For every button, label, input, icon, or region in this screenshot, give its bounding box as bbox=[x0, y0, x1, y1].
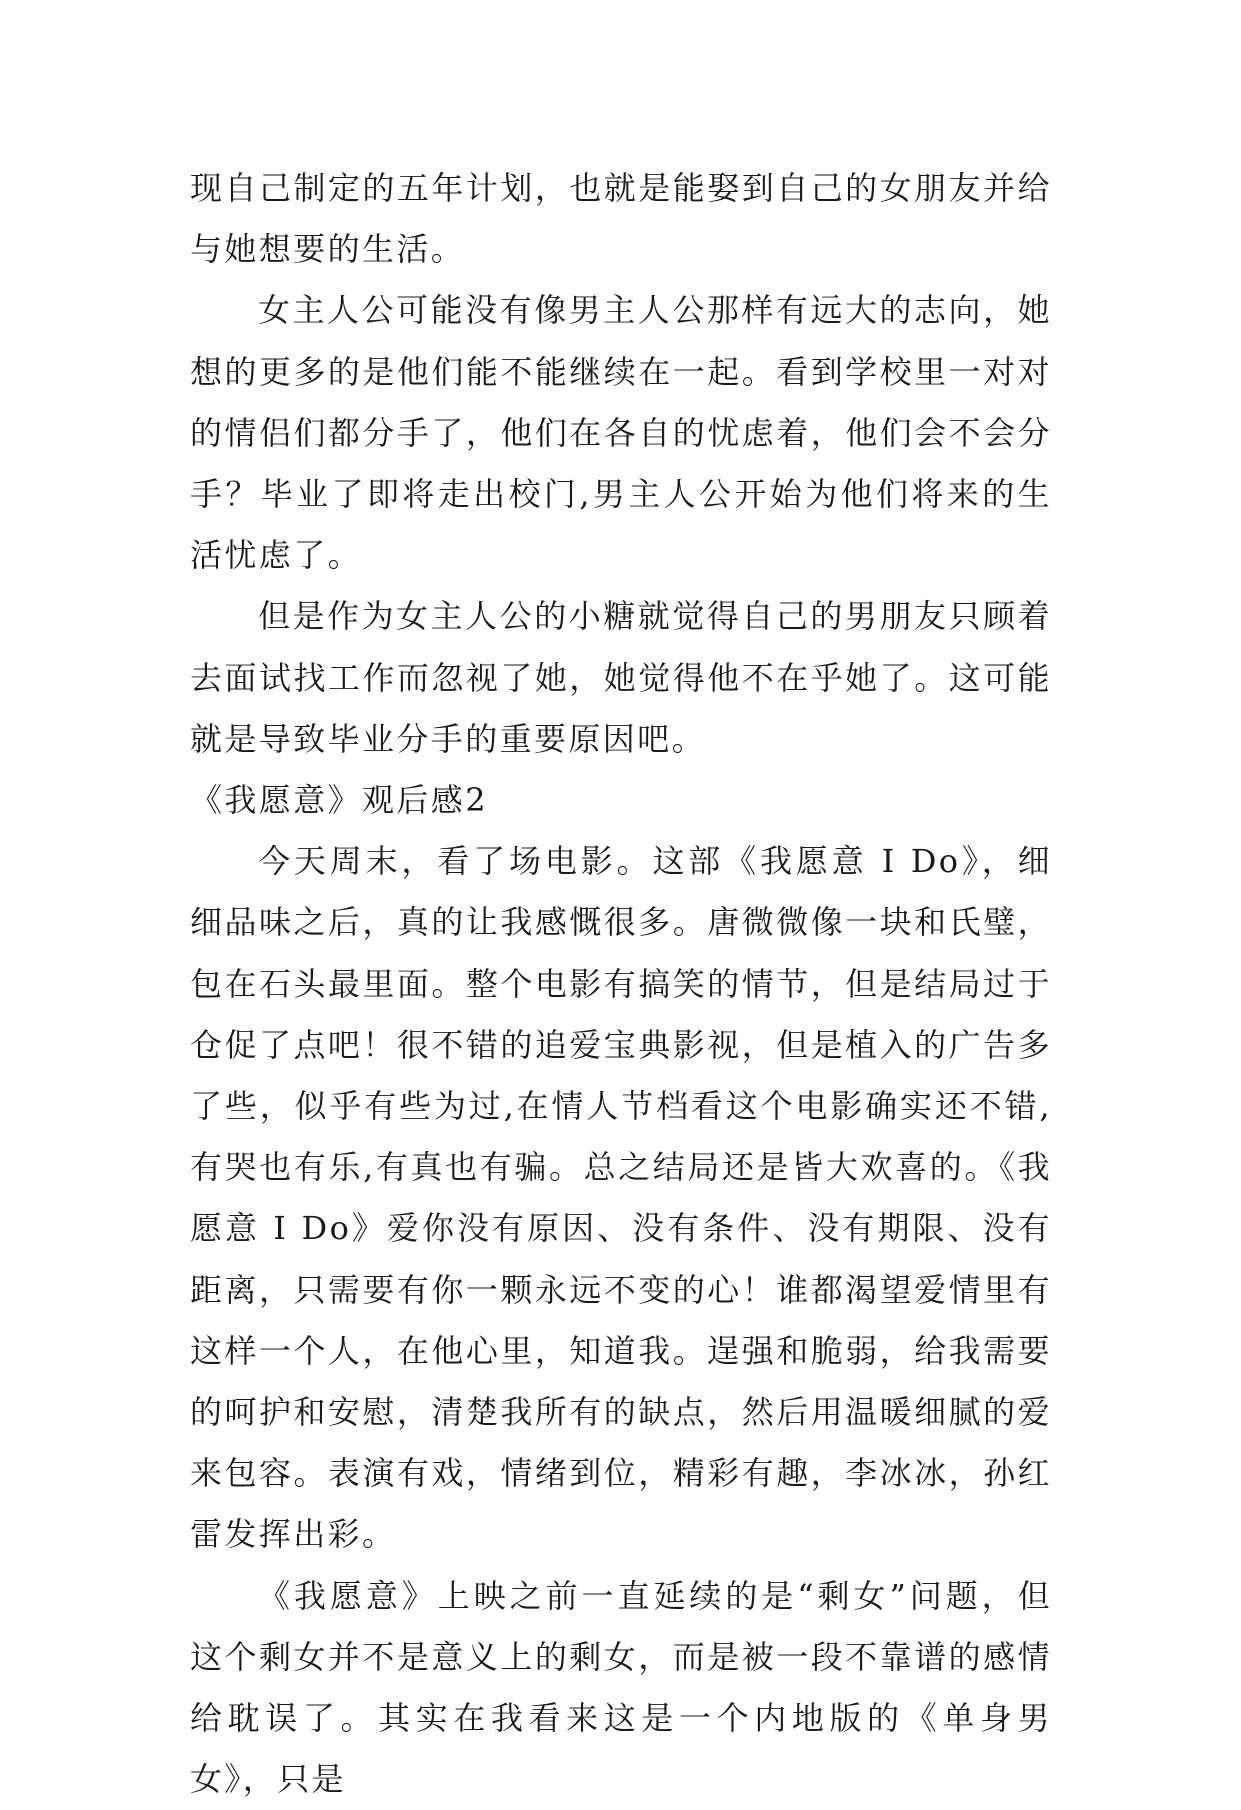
section-heading: 《我愿意》观后感2 bbox=[190, 781, 488, 820]
paragraph-breakup-reason: 但是作为女主人公的小糖就觉得自己的男朋友只顾着去面试找工作而忽视了她，她觉得他不在乎她了。这可能就是导致毕业分手的重要原因吧。 bbox=[190, 597, 1052, 758]
document-body bbox=[190, 158, 1052, 1810]
paragraph-leftover-women: 《我愿意》上映之前一直延续的是“剩女”问题，但这个剩女并不是意义上的剩女，而是被一段不靠谱的感情给耽误了。其实在我看来这是一个内地版的《单身男女》，只是 bbox=[190, 1576, 1052, 1799]
paragraph-heroine-worries: 女主人公可能没有像男主人公那样有远大的志向，她想的更多的是他们能不能继续在一起。看到学校里一对对的情侣们都分手了，他们在各自的忧虑着，他们会不会分手？毕业了即将走出校门,男主人公开始为他们将来的生活忧虑了。 bbox=[190, 291, 1052, 575]
paragraph-review-weekend: 今天周末，看了场电影。这部《我愿意 I Do》，细细品味之后，真的让我感慨很多。唐微微像一块和氏璧，包在石头最里面。整个电影有搞笑的情节，但是结局过于仓促了点吧！很不错的追爱宝典影视，但是植入的广告多了些，似乎有些为过,在情人节档看这个电影确实还不错,有哭也有乐,有真也有骗。总之结局还是皆大欢喜的。《我愿意 I Do》爱你没有原因、没有条件、没有期限、没有距离，只需要有你一颗永远不变的心！谁都渴望爱情里有这样一个人，在他心里，知道我。逞强和脆弱，给我需要的呵护和安慰，清楚我所有的缺点，然后用温暖细腻的爱来包容。表演有戏，情绪到位，精彩有趣，李冰冰，孙红雷发挥出彩。 bbox=[190, 842, 1052, 1554]
paragraph-continuation: 现自己制定的五年计划，也就是能娶到自己的女朋友并给与她想要的生活。 bbox=[190, 169, 1052, 269]
